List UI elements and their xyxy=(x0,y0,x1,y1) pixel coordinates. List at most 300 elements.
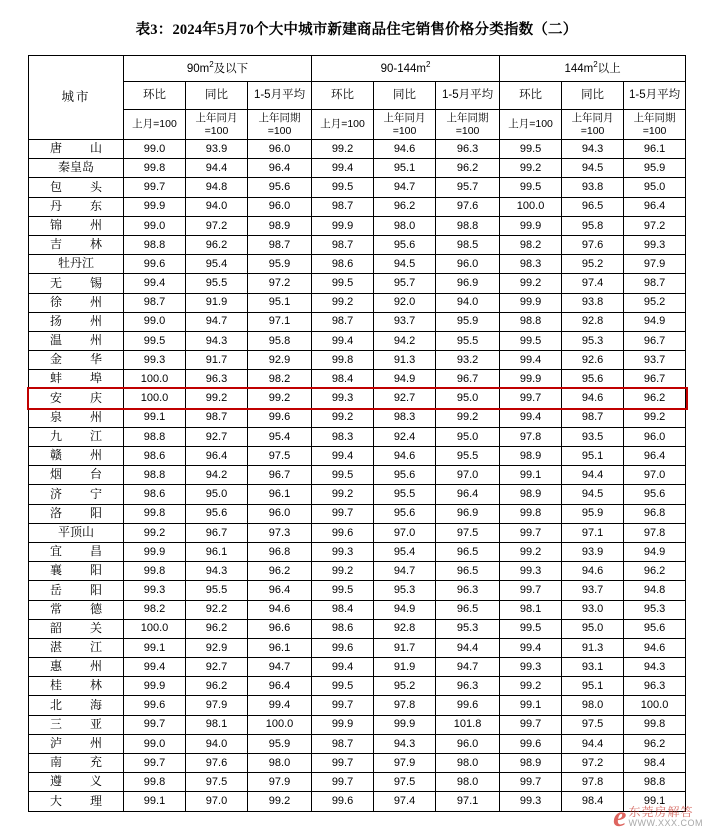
index-value-cell: 98.7 xyxy=(248,235,312,254)
index-value-cell: 95.1 xyxy=(374,159,436,178)
index-value-cell: 98.7 xyxy=(312,734,374,753)
column-group-header-small xyxy=(124,56,312,82)
index-value-cell: 99.4 xyxy=(312,447,374,466)
index-value-cell: 99.3 xyxy=(312,542,374,561)
city-name: 宜 昌 xyxy=(50,544,102,559)
index-value-cell: 98.7 xyxy=(562,408,624,427)
index-value-cell: 99.4 xyxy=(312,159,374,178)
watermark-line1: 东莞房解答 xyxy=(628,804,694,819)
index-value-cell: 92.7 xyxy=(186,427,248,446)
city-name-cell xyxy=(29,734,124,753)
index-value-cell: 99.3 xyxy=(500,658,562,677)
index-value-cell: 92.8 xyxy=(374,619,436,638)
index-value-cell: 99.6 xyxy=(124,255,186,274)
city-name-cell xyxy=(29,312,124,331)
index-value-cell: 91.3 xyxy=(374,351,436,370)
table-row xyxy=(29,312,686,331)
index-value-cell: 96.4 xyxy=(248,581,312,600)
index-value-cell: 97.4 xyxy=(562,274,624,293)
index-value-cell: 93.9 xyxy=(562,542,624,561)
column-group-header-large xyxy=(500,56,686,82)
index-value-cell: 99.0 xyxy=(124,312,186,331)
index-value-cell: 95.5 xyxy=(436,447,500,466)
index-value-cell: 99.7 xyxy=(500,389,562,408)
index-value-cell: 97.6 xyxy=(562,235,624,254)
city-name: 金 华 xyxy=(50,352,102,367)
index-value-cell: 95.5 xyxy=(436,331,500,350)
index-value-cell: 96.3 xyxy=(624,677,686,696)
city-name-cell xyxy=(29,351,124,370)
index-value-cell: 98.2 xyxy=(500,235,562,254)
table-row xyxy=(29,485,686,504)
city-name: 牡丹江 xyxy=(57,256,94,271)
index-value-cell: 98.9 xyxy=(500,485,562,504)
table-header xyxy=(29,56,686,140)
index-value-cell: 99.6 xyxy=(436,696,500,715)
index-value-cell: 93.0 xyxy=(562,600,624,619)
index-value-cell: 94.9 xyxy=(624,312,686,331)
index-value-cell: 94.3 xyxy=(624,658,686,677)
index-value-cell: 99.2 xyxy=(312,140,374,159)
index-value-cell: 95.5 xyxy=(374,485,436,504)
index-value-cell: 99.4 xyxy=(124,274,186,293)
page-title: 表3：2024年5月70个大中城市新建商品住宅销售价格分类指数（二） xyxy=(135,22,578,38)
index-value-cell: 98.7 xyxy=(124,293,186,312)
index-value-cell: 99.2 xyxy=(624,408,686,427)
city-name: 蚌 埠 xyxy=(50,371,102,386)
index-value-cell: 99.9 xyxy=(312,216,374,235)
index-value-cell: 99.2 xyxy=(312,485,374,504)
table-row xyxy=(29,274,686,293)
table-row xyxy=(29,600,686,619)
city-name-cell xyxy=(29,600,124,619)
index-value-cell: 93.7 xyxy=(374,312,436,331)
index-value-cell: 96.4 xyxy=(186,447,248,466)
city-name: 无 锡 xyxy=(50,275,102,290)
table-row xyxy=(29,216,686,235)
index-value-cell: 100.0 xyxy=(500,197,562,216)
index-value-cell: 98.7 xyxy=(186,408,248,427)
index-value-cell: 94.5 xyxy=(562,485,624,504)
city-name: 包 头 xyxy=(50,179,102,194)
index-value-cell: 96.2 xyxy=(436,159,500,178)
table-row xyxy=(29,562,686,581)
city-name-cell xyxy=(29,523,124,542)
index-value-cell: 96.9 xyxy=(436,504,500,523)
index-value-cell: 99.1 xyxy=(500,466,562,485)
index-value-cell: 99.2 xyxy=(248,389,312,408)
city-name-cell xyxy=(29,658,124,677)
city-name: 湛 江 xyxy=(50,640,102,655)
index-value-cell: 95.8 xyxy=(248,331,312,350)
index-value-cell: 91.7 xyxy=(186,351,248,370)
index-value-cell: 96.2 xyxy=(624,389,686,408)
table-row xyxy=(29,792,686,811)
index-value-cell: 97.6 xyxy=(186,754,248,773)
index-value-cell: 95.2 xyxy=(562,255,624,274)
index-value-cell: 96.4 xyxy=(248,159,312,178)
city-name: 襄 阳 xyxy=(50,563,102,578)
index-value-cell: 95.6 xyxy=(186,504,248,523)
index-value-cell: 94.6 xyxy=(374,447,436,466)
watermark-line2: WWW.XXX.COM xyxy=(628,817,703,828)
index-value-cell: 99.9 xyxy=(124,197,186,216)
index-value-cell: 94.2 xyxy=(374,331,436,350)
index-value-cell: 96.7 xyxy=(624,370,686,389)
index-value-cell: 99.9 xyxy=(500,216,562,235)
index-value-cell: 99.4 xyxy=(248,696,312,715)
baseheader-medium-mom: 上月=100 xyxy=(312,110,374,140)
index-value-cell: 96.2 xyxy=(186,677,248,696)
index-value-cell: 99.0 xyxy=(124,734,186,753)
subheader-large-avg: 1-5月平均 xyxy=(624,82,686,110)
index-value-cell: 97.8 xyxy=(374,696,436,715)
index-value-cell: 95.3 xyxy=(436,619,500,638)
city-name: 唐 山 xyxy=(50,141,102,156)
index-value-cell: 97.5 xyxy=(186,773,248,792)
table-row xyxy=(29,466,686,485)
city-name-cell xyxy=(29,255,124,274)
index-value-cell: 97.1 xyxy=(562,523,624,542)
table-row xyxy=(29,734,686,753)
index-value-cell: 97.2 xyxy=(248,274,312,293)
index-value-cell: 98.4 xyxy=(312,370,374,389)
index-value-cell: 96.2 xyxy=(248,562,312,581)
index-value-cell: 95.4 xyxy=(248,427,312,446)
index-value-cell: 97.1 xyxy=(436,792,500,811)
city-name-cell xyxy=(29,159,124,178)
subheader-small-yoy: 同比 xyxy=(186,82,248,110)
index-value-cell: 95.9 xyxy=(562,504,624,523)
index-value-cell: 99.5 xyxy=(312,677,374,696)
index-value-cell: 94.4 xyxy=(186,159,248,178)
index-value-cell: 95.0 xyxy=(436,427,500,446)
index-value-cell: 99.2 xyxy=(500,274,562,293)
index-value-cell: 92.8 xyxy=(562,312,624,331)
index-value-cell: 98.4 xyxy=(624,754,686,773)
city-name-cell xyxy=(29,370,124,389)
index-value-cell: 95.7 xyxy=(436,178,500,197)
index-value-cell: 99.5 xyxy=(500,140,562,159)
index-value-cell: 93.7 xyxy=(562,581,624,600)
index-value-cell: 99.1 xyxy=(500,696,562,715)
index-value-cell: 91.9 xyxy=(186,293,248,312)
index-value-cell: 98.9 xyxy=(500,754,562,773)
subheader-small-mom: 环比 xyxy=(124,82,186,110)
index-value-cell: 99.4 xyxy=(312,331,374,350)
index-value-cell: 98.8 xyxy=(124,235,186,254)
index-value-cell: 99.9 xyxy=(124,677,186,696)
table-row xyxy=(29,638,686,657)
index-value-cell: 96.8 xyxy=(624,504,686,523)
index-value-cell: 96.5 xyxy=(436,542,500,561)
index-value-cell: 98.8 xyxy=(124,427,186,446)
city-name: 锦 州 xyxy=(50,217,102,232)
index-value-cell: 92.2 xyxy=(186,600,248,619)
city-name: 南 充 xyxy=(50,755,102,770)
index-value-cell: 96.2 xyxy=(186,619,248,638)
index-value-cell: 96.0 xyxy=(248,504,312,523)
city-name: 平顶山 xyxy=(57,524,94,539)
index-value-cell: 99.1 xyxy=(124,408,186,427)
table-row xyxy=(29,447,686,466)
city-name: 秦皇岛 xyxy=(57,160,94,175)
index-value-cell: 97.5 xyxy=(248,447,312,466)
index-value-cell: 96.4 xyxy=(624,197,686,216)
index-value-cell: 96.0 xyxy=(624,427,686,446)
index-value-cell: 99.3 xyxy=(124,581,186,600)
subheader-small-avg: 1-5月平均 xyxy=(248,82,312,110)
index-value-cell: 99.2 xyxy=(500,542,562,561)
baseheader-large-avg: 上年同期=100 xyxy=(624,110,686,140)
index-value-cell: 96.1 xyxy=(248,485,312,504)
index-value-cell: 92.9 xyxy=(248,351,312,370)
index-value-cell: 97.0 xyxy=(624,466,686,485)
index-value-cell: 98.7 xyxy=(312,197,374,216)
city-name: 烟 台 xyxy=(50,467,102,482)
city-name-cell xyxy=(29,562,124,581)
table-row xyxy=(29,696,686,715)
index-value-cell: 98.8 xyxy=(500,312,562,331)
table-body xyxy=(29,140,686,812)
index-value-cell: 96.4 xyxy=(436,485,500,504)
city-name: 济 宁 xyxy=(50,486,102,501)
index-value-cell: 95.2 xyxy=(374,677,436,696)
watermark-text xyxy=(629,806,704,828)
index-value-cell: 93.8 xyxy=(562,178,624,197)
city-name: 惠 州 xyxy=(50,659,102,674)
index-value-cell: 99.5 xyxy=(500,331,562,350)
city-name: 扬 州 xyxy=(50,313,102,328)
city-name: 遵 义 xyxy=(50,774,102,789)
index-value-cell: 94.4 xyxy=(436,638,500,657)
index-value-cell: 99.8 xyxy=(124,562,186,581)
index-value-cell: 95.9 xyxy=(436,312,500,331)
index-value-cell: 95.4 xyxy=(374,542,436,561)
index-value-cell: 94.7 xyxy=(374,562,436,581)
city-name-cell xyxy=(29,696,124,715)
index-value-cell: 99.5 xyxy=(312,178,374,197)
city-name-cell xyxy=(29,274,124,293)
city-name: 温 州 xyxy=(50,333,102,348)
city-name: 北 海 xyxy=(50,697,102,712)
index-value-cell: 99.6 xyxy=(248,408,312,427)
table-row xyxy=(29,773,686,792)
index-value-cell: 95.0 xyxy=(562,619,624,638)
index-value-cell: 95.6 xyxy=(374,235,436,254)
index-value-cell: 97.9 xyxy=(374,754,436,773)
index-value-cell: 99.3 xyxy=(500,562,562,581)
index-value-cell: 98.6 xyxy=(124,485,186,504)
index-value-cell: 97.9 xyxy=(186,696,248,715)
index-value-cell: 96.7 xyxy=(436,370,500,389)
index-value-cell: 99.7 xyxy=(124,754,186,773)
watermark xyxy=(613,802,703,832)
index-value-cell: 99.7 xyxy=(312,773,374,792)
index-value-cell: 93.8 xyxy=(562,293,624,312)
baseheader-medium-yoy: 上年同月=100 xyxy=(374,110,436,140)
city-name-cell xyxy=(29,504,124,523)
city-name-cell xyxy=(29,178,124,197)
index-value-cell: 98.7 xyxy=(312,312,374,331)
index-value-cell: 96.1 xyxy=(186,542,248,561)
index-value-cell: 101.8 xyxy=(436,715,500,734)
index-value-cell: 96.3 xyxy=(436,581,500,600)
baseheader-small-avg: 上年同期=100 xyxy=(248,110,312,140)
city-name: 安 庆 xyxy=(50,390,102,405)
index-value-cell: 93.9 xyxy=(186,140,248,159)
index-value-cell: 95.0 xyxy=(436,389,500,408)
index-value-cell: 94.9 xyxy=(374,370,436,389)
index-value-cell: 97.6 xyxy=(436,197,500,216)
index-value-cell: 96.2 xyxy=(374,197,436,216)
city-name-cell xyxy=(29,677,124,696)
index-value-cell: 95.6 xyxy=(624,619,686,638)
index-value-cell: 99.5 xyxy=(312,466,374,485)
index-value-cell: 96.7 xyxy=(186,523,248,542)
city-name: 桂 林 xyxy=(50,678,102,693)
city-name: 常 德 xyxy=(50,601,102,616)
index-value-cell: 99.7 xyxy=(312,696,374,715)
baseheader-large-mom: 上月=100 xyxy=(500,110,562,140)
index-value-cell: 95.3 xyxy=(374,581,436,600)
index-value-cell: 99.9 xyxy=(124,542,186,561)
index-value-cell: 98.0 xyxy=(374,216,436,235)
index-value-cell: 94.6 xyxy=(624,638,686,657)
index-value-cell: 96.3 xyxy=(436,677,500,696)
index-value-cell: 98.8 xyxy=(624,773,686,792)
index-value-cell: 92.7 xyxy=(374,389,436,408)
index-value-cell: 96.1 xyxy=(624,140,686,159)
index-value-cell: 96.5 xyxy=(562,197,624,216)
index-value-cell: 98.8 xyxy=(124,466,186,485)
index-value-cell: 97.0 xyxy=(186,792,248,811)
index-value-cell: 98.8 xyxy=(436,216,500,235)
index-value-cell: 94.7 xyxy=(186,312,248,331)
index-value-cell: 97.9 xyxy=(248,773,312,792)
index-value-cell: 97.3 xyxy=(248,523,312,542)
group-label-medium: 90-144m xyxy=(380,63,427,76)
index-value-cell: 94.6 xyxy=(562,562,624,581)
index-value-cell: 95.1 xyxy=(248,293,312,312)
index-value-cell: 98.1 xyxy=(500,600,562,619)
index-value-cell: 99.3 xyxy=(124,351,186,370)
table-row xyxy=(29,235,686,254)
index-value-cell: 97.5 xyxy=(374,773,436,792)
index-value-cell: 95.4 xyxy=(186,255,248,274)
table-row xyxy=(29,255,686,274)
index-value-cell: 94.8 xyxy=(624,581,686,600)
index-value-cell: 99.2 xyxy=(500,677,562,696)
city-name: 泉 州 xyxy=(50,409,102,424)
index-value-cell: 99.3 xyxy=(500,792,562,811)
index-value-cell: 97.0 xyxy=(374,523,436,542)
index-value-cell: 96.4 xyxy=(248,677,312,696)
city-name: 九 江 xyxy=(50,429,102,443)
city-name-cell xyxy=(29,216,124,235)
table-row xyxy=(29,408,686,427)
index-value-cell: 97.8 xyxy=(500,427,562,446)
index-value-cell: 94.5 xyxy=(374,255,436,274)
city-name: 岳 阳 xyxy=(50,582,102,597)
index-value-cell: 99.7 xyxy=(500,715,562,734)
header-sub-row xyxy=(29,82,686,110)
index-value-cell: 94.3 xyxy=(562,140,624,159)
index-value-cell: 93.1 xyxy=(562,658,624,677)
index-value-cell: 96.5 xyxy=(436,562,500,581)
index-value-cell: 98.9 xyxy=(500,447,562,466)
city-name-cell xyxy=(29,466,124,485)
index-value-cell: 99.9 xyxy=(500,370,562,389)
group-tail-small: 及以下 xyxy=(213,63,249,76)
baseheader-large-yoy: 上年同月=100 xyxy=(562,110,624,140)
index-value-cell: 100.0 xyxy=(624,696,686,715)
index-value-cell: 97.2 xyxy=(562,754,624,773)
index-value-cell: 99.3 xyxy=(624,235,686,254)
group-label-small: 90m xyxy=(186,63,210,76)
index-value-cell: 99.2 xyxy=(312,562,374,581)
index-value-cell: 97.9 xyxy=(624,255,686,274)
city-name: 丹 东 xyxy=(50,198,102,213)
table-row xyxy=(29,619,686,638)
index-value-cell: 91.7 xyxy=(374,638,436,657)
city-name-cell xyxy=(29,235,124,254)
subheader-large-mom: 环比 xyxy=(500,82,562,110)
table-row xyxy=(29,542,686,561)
city-name: 泸 州 xyxy=(50,736,102,750)
table-row xyxy=(29,370,686,389)
index-value-cell: 95.0 xyxy=(624,178,686,197)
index-value-cell: 95.6 xyxy=(248,178,312,197)
index-value-cell: 99.2 xyxy=(124,523,186,542)
index-value-cell: 99.8 xyxy=(624,715,686,734)
index-value-cell: 99.7 xyxy=(312,504,374,523)
city-name-cell xyxy=(29,792,124,811)
index-value-cell: 95.3 xyxy=(562,331,624,350)
index-value-cell: 99.0 xyxy=(124,140,186,159)
index-value-cell: 92.9 xyxy=(186,638,248,657)
city-name: 韶 关 xyxy=(50,620,102,635)
index-value-cell: 98.3 xyxy=(312,427,374,446)
city-name-cell xyxy=(29,293,124,312)
index-value-cell: 94.4 xyxy=(562,734,624,753)
index-value-cell: 94.7 xyxy=(374,178,436,197)
group-tail-large: 以上 xyxy=(597,63,621,76)
index-value-cell: 99.4 xyxy=(500,638,562,657)
index-value-cell: 99.5 xyxy=(500,619,562,638)
group-sup-small: 2 xyxy=(209,60,214,70)
index-value-cell: 99.5 xyxy=(312,274,374,293)
index-value-cell: 96.0 xyxy=(436,255,500,274)
city-name-cell xyxy=(29,542,124,561)
table-row xyxy=(29,197,686,216)
index-value-cell: 99.2 xyxy=(248,792,312,811)
index-value-cell: 100.0 xyxy=(124,370,186,389)
subheader-large-yoy: 同比 xyxy=(562,82,624,110)
group-label-large: 144m xyxy=(564,63,594,76)
city-name-cell xyxy=(29,389,124,408)
index-value-cell: 97.8 xyxy=(562,773,624,792)
index-value-cell: 93.5 xyxy=(562,427,624,446)
baseheader-small-yoy: 上年同月=100 xyxy=(186,110,248,140)
city-name: 吉 林 xyxy=(50,237,102,252)
index-value-cell: 96.7 xyxy=(248,466,312,485)
index-value-cell: 94.0 xyxy=(436,293,500,312)
index-value-cell: 99.4 xyxy=(312,658,374,677)
index-value-cell: 100.0 xyxy=(248,715,312,734)
index-value-cell: 98.5 xyxy=(436,235,500,254)
index-value-cell: 99.1 xyxy=(624,792,686,811)
